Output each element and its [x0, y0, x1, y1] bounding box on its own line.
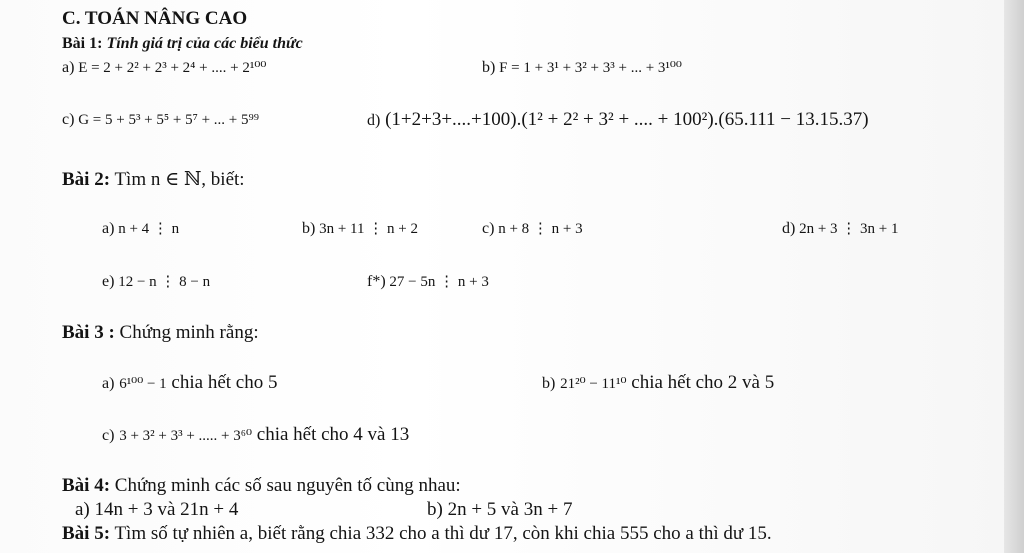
- item-label: b): [542, 375, 556, 392]
- item-label: c): [62, 111, 75, 128]
- bai5-text: Tìm số tự nhiên a, biết rằng chia 332 cho a thì dư 17, còn khi chia 555 cho a thì dư 15.: [114, 523, 772, 544]
- bai4-item-a: [75, 499, 238, 521]
- item-label: c): [102, 427, 115, 444]
- item-label: a): [75, 499, 90, 520]
- page-edge-shadow: [1004, 0, 1024, 553]
- bai2-item-f: [367, 272, 489, 291]
- bai4-heading: [62, 475, 461, 497]
- bai4-a-expr: 14n + 3 và 21n + 4: [94, 499, 239, 520]
- bai1-d-expr: (1+2+3+....+100).(1² + 2² + 3² + .... + 100²).(65.111 − 13.15.37): [385, 109, 869, 130]
- item-label: b): [427, 499, 443, 520]
- bai3-item-b: [542, 372, 774, 394]
- bai2-f-expr: 27 − 5n ⋮ n + 3: [389, 274, 489, 290]
- bai4-subtitle: Chứng minh các số sau nguyên tố cùng nhau:: [114, 475, 461, 496]
- bai5-title: Bài 5:: [62, 523, 111, 544]
- item-label: a): [102, 375, 115, 392]
- bai1-item-c: [62, 111, 259, 129]
- item-label: f*): [367, 273, 386, 290]
- bai2-b-expr: 3n + 11 ⋮ n + 2: [319, 221, 418, 237]
- item-label: d): [367, 112, 381, 129]
- item-label: c): [482, 220, 495, 237]
- bai2-a-expr: n + 4 ⋮ n: [118, 221, 180, 237]
- item-label: d): [782, 220, 796, 237]
- bai3-item-a: [102, 372, 277, 394]
- bai2-item-c: [482, 219, 583, 238]
- bai4-b-expr: 2n + 5 và 3n + 7: [447, 499, 573, 520]
- bai1-a-expr: E = 2 + 2² + 2³ + 2⁴ + .... + 2¹⁰⁰: [78, 60, 267, 76]
- bai1-title: Bài 1:: [62, 35, 103, 52]
- bai2-item-a: [102, 219, 179, 238]
- item-label: a): [102, 220, 115, 237]
- bai1-item-a: [62, 58, 266, 77]
- bai5-line: [62, 523, 772, 545]
- bai1-item-b: [482, 58, 682, 77]
- bai3-a-text: chia hết cho 5: [171, 372, 278, 393]
- bai2-subtitle: Tìm n ∈ ℕ, biết:: [114, 169, 245, 190]
- bai1-heading: [62, 35, 303, 53]
- bai3-c-text: chia hết cho 4 và 13: [256, 424, 410, 445]
- bai1-c-expr: G = 5 + 5³ + 5⁵ + 5⁷ + ... + 5⁹⁹: [78, 112, 259, 128]
- bai2-item-d: [782, 219, 899, 238]
- bai4-title: Bài 4:: [62, 475, 111, 496]
- bai2-d-expr: 2n + 3 ⋮ 3n + 1: [799, 221, 899, 237]
- bai3-heading: [62, 322, 259, 344]
- section-title: C. TOÁN NÂNG CAO: [62, 8, 248, 29]
- item-label: a): [62, 59, 75, 76]
- item-label: b): [302, 220, 316, 237]
- bai1-b-expr: F = 1 + 3¹ + 3² + 3³ + ... + 3¹⁰⁰: [499, 60, 682, 76]
- bai1-item-d: [367, 109, 869, 131]
- bai3-title: Bài 3 :: [62, 322, 115, 343]
- bai3-b-expr: 21²⁰ − 11¹⁰: [560, 376, 627, 392]
- bai3-item-c: [102, 424, 409, 446]
- bai2-heading: [62, 168, 245, 191]
- bai2-c-expr: n + 8 ⋮ n + 3: [498, 221, 583, 237]
- bai4-item-b: [427, 499, 572, 521]
- bai3-b-text: chia hết cho 2 và 5: [631, 372, 775, 393]
- bai3-subtitle: Chứng minh rằng:: [119, 322, 259, 343]
- bai3-a-expr: 6¹⁰⁰ − 1: [119, 376, 167, 392]
- item-label: e): [102, 273, 115, 290]
- bai1-subtitle: Tính giá trị của các biểu thức: [106, 35, 303, 52]
- bai3-c-expr: 3 + 3² + 3³ + ..... + 3⁶⁰: [119, 428, 253, 444]
- bai2-item-e: [102, 272, 210, 291]
- item-label: b): [482, 59, 496, 76]
- bai2-e-expr: 12 − n ⋮ 8 − n: [118, 274, 211, 290]
- bai2-item-b: [302, 219, 418, 238]
- bai2-title: Bài 2:: [62, 169, 111, 190]
